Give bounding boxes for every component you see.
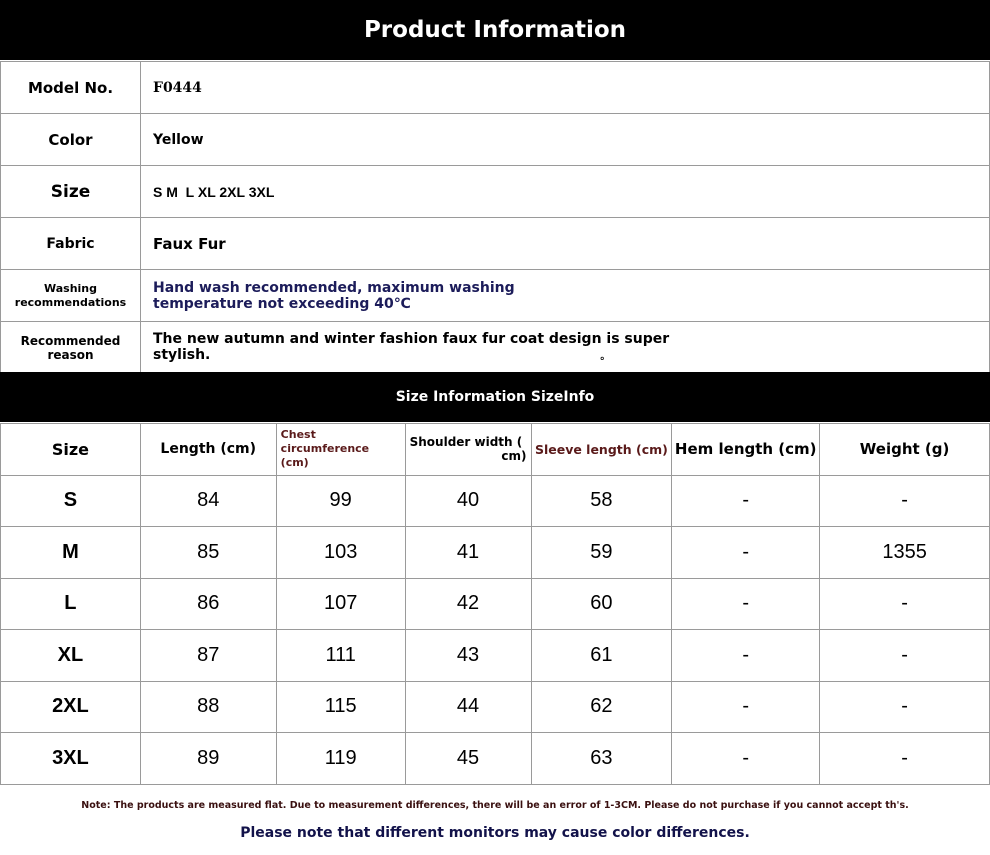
table-cell: 88 — [140, 681, 276, 733]
info-value: Faux Fur — [141, 218, 990, 270]
size-cell: S — [1, 475, 141, 527]
size-cell: L — [1, 578, 141, 630]
info-label: Model No. — [1, 62, 141, 114]
table-cell: 115 — [276, 681, 405, 733]
table-cell: 41 — [405, 527, 531, 579]
table-cell: 86 — [140, 578, 276, 630]
table-cell: 107 — [276, 578, 405, 630]
info-label: Fabric — [1, 218, 141, 270]
table-cell: 59 — [531, 527, 672, 579]
table-row — [1, 681, 990, 733]
table-row — [1, 733, 990, 785]
info-value: S M L XL 2XL 3XL — [141, 166, 990, 218]
info-value: The new autumn and winter fashion faux fur coat design is super stylish. 。 — [141, 322, 990, 374]
table-cell: 42 — [405, 578, 531, 630]
column-header: Hem length (cm) — [672, 424, 820, 476]
info-row-washing — [1, 270, 990, 322]
info-label: Washing recommendations — [1, 270, 141, 322]
table-cell: 43 — [405, 630, 531, 682]
color-note: Please note that different monitors may cause color differences. — [240, 825, 750, 841]
table-cell: - — [820, 578, 990, 630]
table-cell: - — [820, 733, 990, 785]
table-cell: 62 — [531, 681, 672, 733]
column-header: Size — [1, 424, 141, 476]
column-header: Sleeve length (cm) — [531, 424, 672, 476]
table-cell: 103 — [276, 527, 405, 579]
info-row-fabric — [1, 218, 990, 270]
table-cell: - — [820, 475, 990, 527]
table-cell: - — [672, 630, 820, 682]
table-cell: 40 — [405, 475, 531, 527]
table-cell: 84 — [140, 475, 276, 527]
table-row — [1, 475, 990, 527]
table-cell: 58 — [531, 475, 672, 527]
table-cell: - — [820, 630, 990, 682]
table-cell: 111 — [276, 630, 405, 682]
column-header: Chest circumference (cm) — [276, 424, 405, 476]
size-cell: 3XL — [1, 733, 141, 785]
info-row-reason — [1, 322, 990, 374]
size-table-body — [1, 475, 990, 784]
info-label: Recommended reason — [1, 322, 141, 374]
info-label: Color — [1, 114, 141, 166]
size-cell: 2XL — [1, 681, 141, 733]
info-value: F0444 — [141, 62, 990, 114]
column-header: Length (cm) — [140, 424, 276, 476]
table-cell: 99 — [276, 475, 405, 527]
info-value: Yellow — [141, 114, 990, 166]
section-title: Size Information SizeInfo — [0, 372, 990, 422]
measurement-note: Note: The products are measured flat. Due to measurement differences, there will be an error of 1-3CM. Please do not purchase if you cannot accept th's. — [81, 800, 909, 811]
table-cell: - — [672, 475, 820, 527]
table-row — [1, 630, 990, 682]
table-cell: 119 — [276, 733, 405, 785]
table-row — [1, 527, 990, 579]
table-cell: - — [672, 733, 820, 785]
column-header: Shoulder width ( cm) — [405, 424, 531, 476]
table-cell: 44 — [405, 681, 531, 733]
table-cell: 87 — [140, 630, 276, 682]
table-cell: - — [672, 681, 820, 733]
table-cell: 45 — [405, 733, 531, 785]
table-cell: 60 — [531, 578, 672, 630]
table-cell: 1355 — [820, 527, 990, 579]
product-info-table — [0, 61, 990, 374]
table-cell: - — [820, 681, 990, 733]
table-row — [1, 578, 990, 630]
info-row-color — [1, 114, 990, 166]
table-cell: 63 — [531, 733, 672, 785]
table-cell: 89 — [140, 733, 276, 785]
column-header: Weight (g) — [820, 424, 990, 476]
table-cell: 61 — [531, 630, 672, 682]
size-table-header — [1, 424, 990, 476]
table-cell: - — [672, 527, 820, 579]
size-cell: XL — [1, 630, 141, 682]
size-table — [0, 423, 990, 785]
table-cell: 85 — [140, 527, 276, 579]
size-cell: M — [1, 527, 141, 579]
info-row-model — [1, 62, 990, 114]
notes — [0, 785, 990, 855]
info-label: Size — [1, 166, 141, 218]
page-title: Product Information — [0, 0, 990, 60]
info-value: Hand wash recommended, maximum washing temperature not exceeding 40℃ — [141, 270, 990, 322]
info-row-size — [1, 166, 990, 218]
table-cell: - — [672, 578, 820, 630]
